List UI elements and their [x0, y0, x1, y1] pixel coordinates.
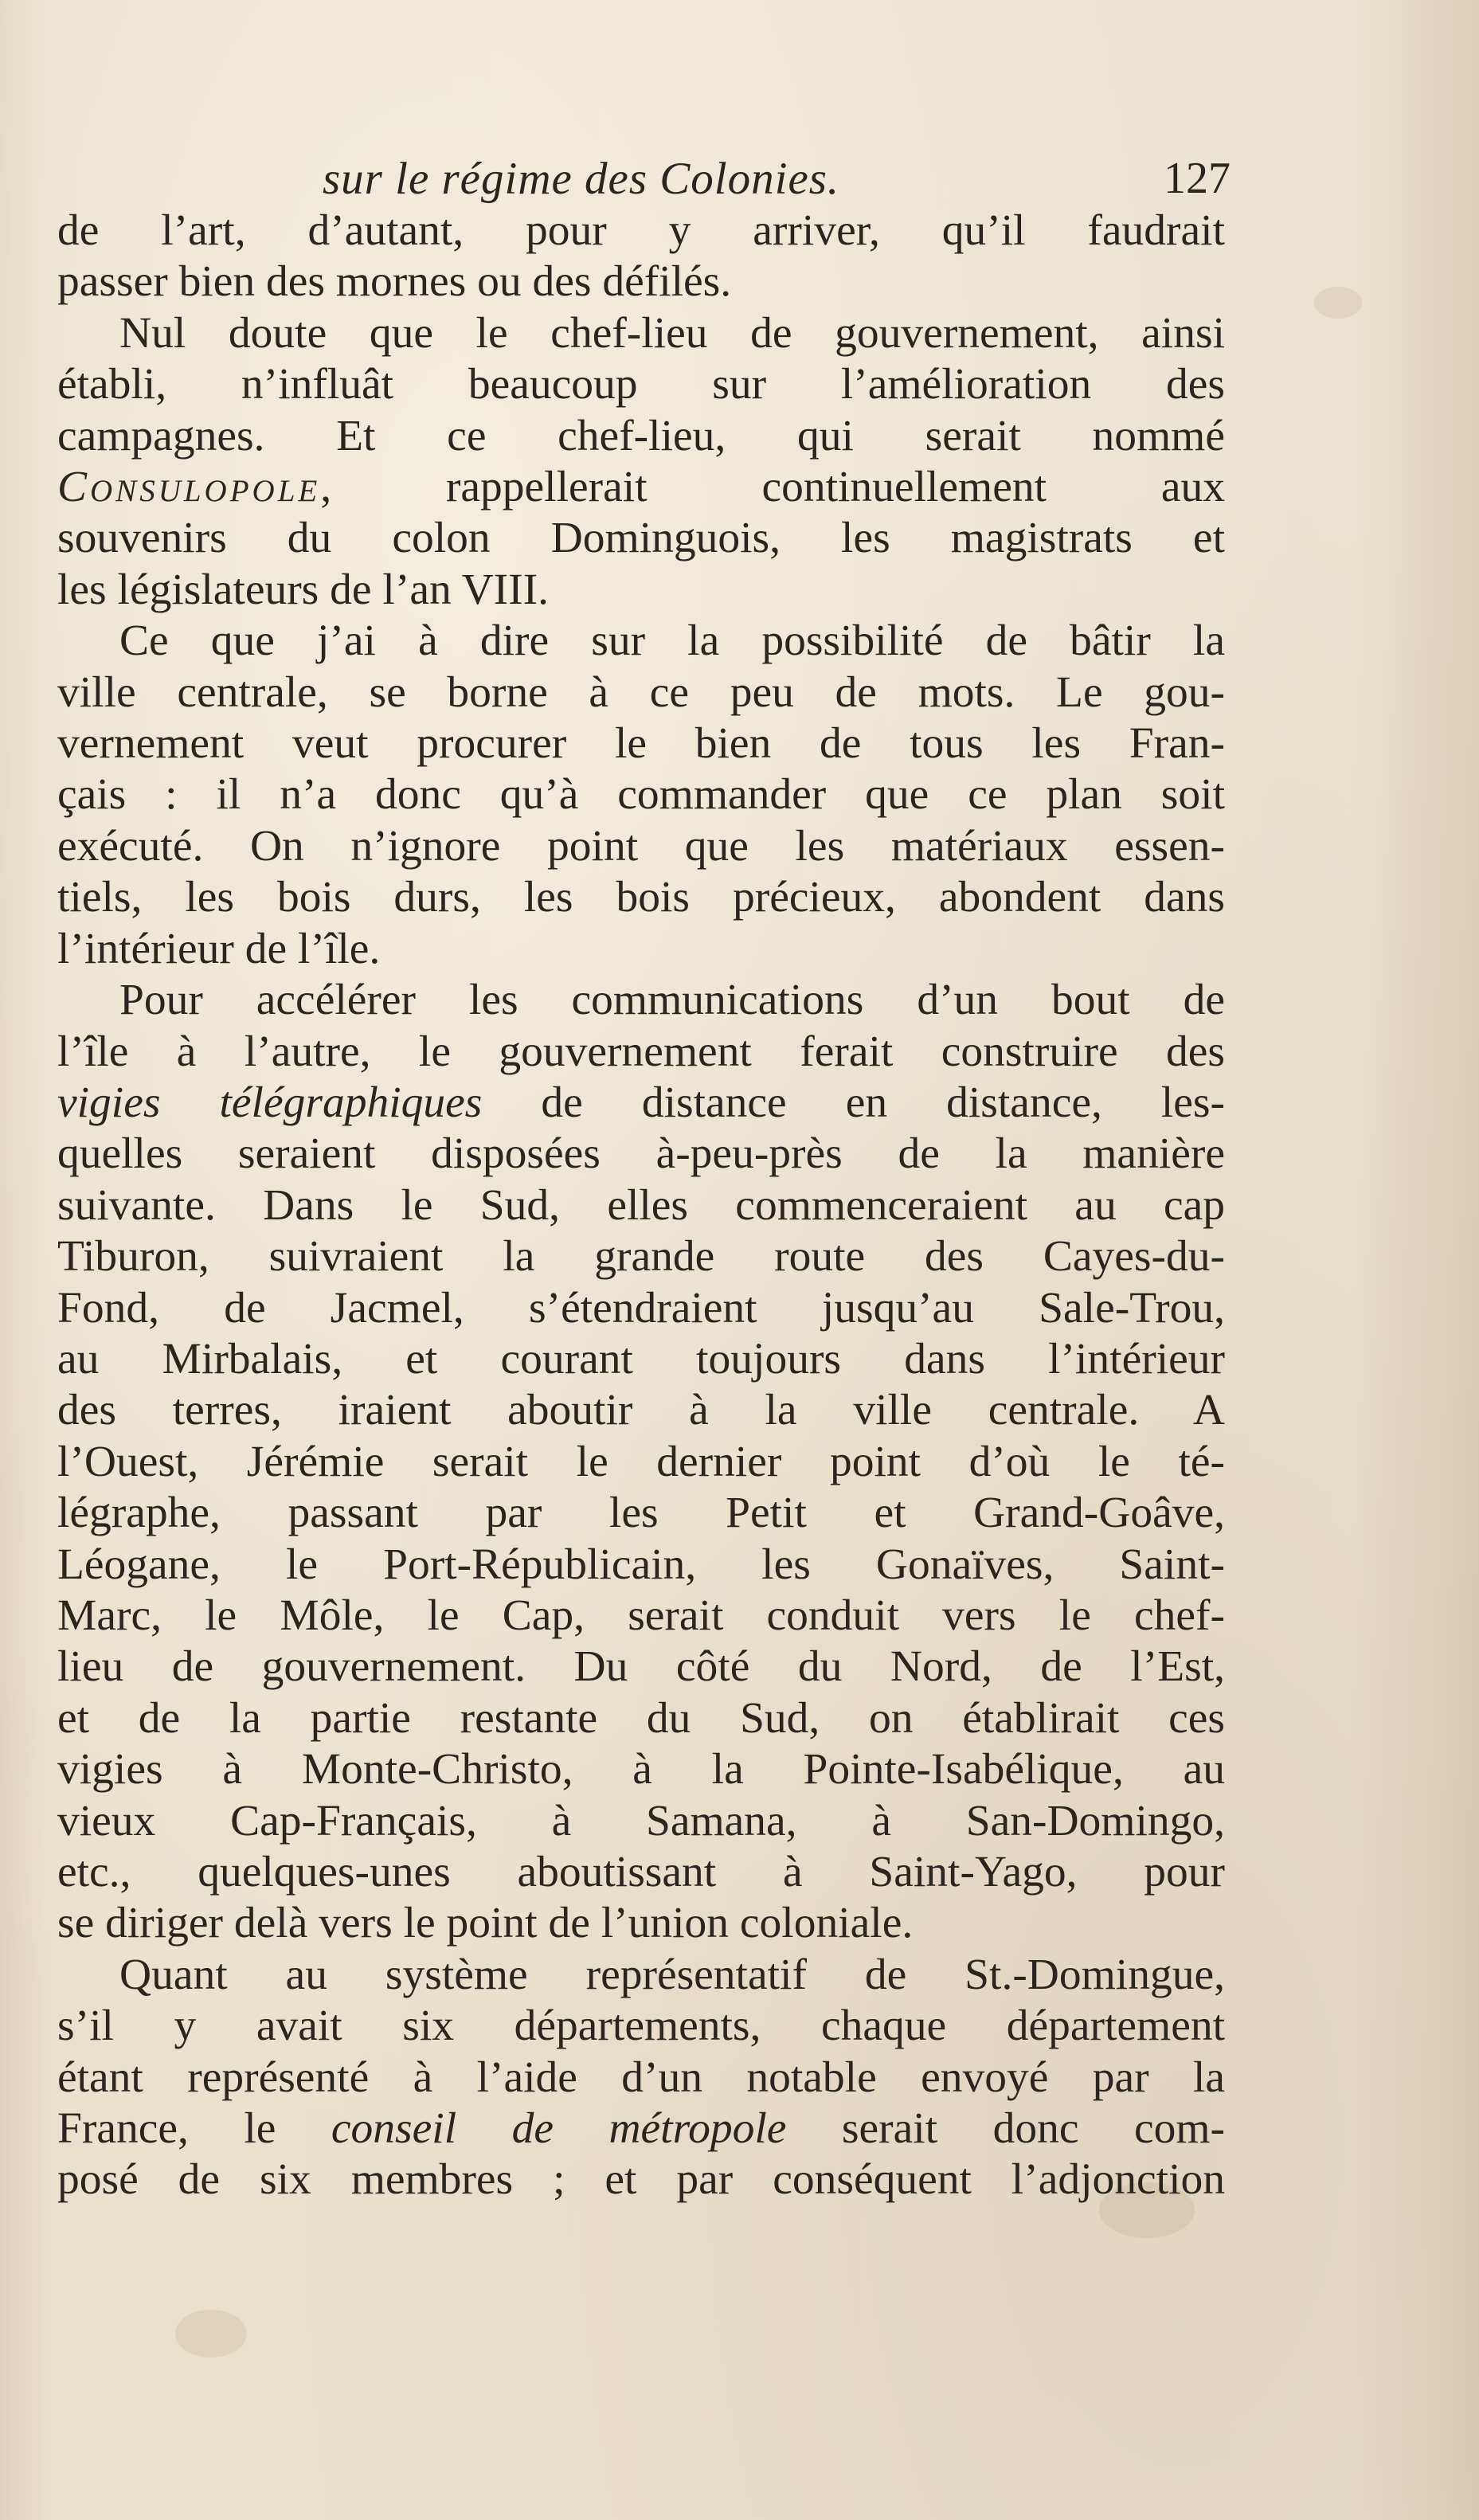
text-line: [57, 2103, 1225, 2154]
text-run: suivante. Dans le Sud, elles commenceraient au cap: [57, 1180, 1225, 1230]
text-run: souvenirs du colon Dominguois, les magistrats et: [57, 514, 1225, 563]
text-line: [57, 1744, 1225, 1795]
text-run: France, le: [57, 2104, 331, 2154]
body-text: [57, 205, 1225, 2206]
text-run: ville centrale, se borne à ce peu de mots. Le gou-: [57, 667, 1225, 717]
text-run: vigies à Monte-Christo, à la Pointe-Isabélique, au: [57, 1745, 1225, 1794]
text-line: [57, 411, 1225, 462]
text-run: étant représenté à l’aide d’un notable envoyé par la: [57, 2052, 1225, 2102]
text-run: tiels, les bois durs, les bois précieux, abondent dans: [57, 873, 1225, 922]
text-run: serait donc com-: [786, 2104, 1225, 2154]
paragraph: [57, 308, 1225, 616]
text-run: exécuté. On n’ignore point que les matériaux essen-: [57, 821, 1225, 871]
text-line: [57, 821, 1225, 872]
text-run: çais : il n’a donc qu’à commander que ce plan soit: [57, 770, 1225, 820]
text-line: [57, 1385, 1225, 1436]
text-run: se diriger delà vers le point de l’union coloniale.: [57, 1899, 914, 1948]
text-line: [57, 1231, 1225, 1282]
paragraph: [57, 205, 1225, 308]
text-line: [57, 1693, 1225, 1744]
text-line: [57, 1488, 1225, 1539]
text-run: Tiburon, suivraient la grande route des Cayes-du-: [57, 1232, 1225, 1282]
text-run: l’Ouest, Jérémie serait le dernier point d’où le té-: [57, 1437, 1225, 1486]
text-run: Fond, de Jacmel, s’étendraient jusqu’au Sale-Trou,: [57, 1283, 1225, 1332]
text-run: des terres, iraient aboutir à la ville centrale. A: [57, 1386, 1225, 1435]
paper-stain: [175, 2310, 247, 2358]
paper-stain: [1314, 287, 1362, 319]
text-run: posé de six membres ; et par conséquent l’adjonction: [57, 2155, 1225, 2205]
text-run: Quant au système représentatif de St.-Domingue,: [119, 1950, 1225, 1999]
text-run: vernement veut procurer le bien de tous les Fran-: [57, 719, 1225, 769]
text-line: [57, 667, 1225, 718]
text-line: [57, 2154, 1225, 2205]
text-line: [57, 1027, 1225, 1078]
text-run: etc., quelques-unes aboutissant à Saint-Yago, pour: [57, 1848, 1225, 1896]
text-line: [57, 1950, 1225, 2001]
text-line: [57, 924, 1225, 975]
text-run: au Mirbalais, et courant toujours dans l’intérieur: [57, 1334, 1225, 1383]
running-title: sur le régime des Colonies.: [323, 154, 840, 204]
text-run: campagnes. Et ce chef-lieu, qui serait nommé: [57, 411, 1225, 460]
text-line: [57, 1591, 1225, 1642]
text-run: et de la partie restante du Sud, on établirait ces: [57, 1693, 1225, 1743]
text-line: [57, 1078, 1225, 1129]
text-line: [57, 2052, 1225, 2103]
text-run: Marc, le Môle, le Cap, serait conduit vers le chef-: [57, 1591, 1225, 1640]
text-run: de l’art, d’autant, pour y arriver, qu’il faudrait: [57, 206, 1225, 255]
text-line: [57, 359, 1225, 410]
text-run: Pour accélérer les communications d’un bout de: [119, 976, 1225, 1025]
text-run: passer bien des mornes ou des défilés.: [57, 257, 732, 307]
paragraph: [57, 1950, 1225, 2206]
text-line: [57, 1180, 1225, 1231]
text-run: établi, n’influât beaucoup sur l’amélioration des: [57, 360, 1225, 409]
text-line: [57, 308, 1225, 359]
text-run: les législateurs de l’an VIII.: [57, 565, 549, 614]
paragraph: [57, 616, 1225, 975]
text-line: [57, 1540, 1225, 1591]
text-run: Léogane, le Port-Républicain, les Gonaïves, Saint-: [57, 1540, 1225, 1589]
small-caps-word: Consulopole: [57, 463, 321, 512]
text-run: s’il y avait six départements, chaque département: [57, 2002, 1225, 2051]
text-run: Nul doute que le chef-lieu de gouvernement, ainsi: [119, 308, 1225, 358]
text-run: Ce que j’ai à dire sur la possibilité de bâtir la: [119, 616, 1225, 666]
text-line: [57, 1642, 1225, 1692]
text-line: [57, 256, 1225, 307]
text-line: [57, 1437, 1225, 1488]
paragraph: [57, 975, 1225, 1950]
italic-phrase: vigies télégraphiques: [57, 1078, 483, 1127]
text-line: [57, 565, 1225, 616]
text-run: légraphe, passant par les Petit et Grand-Goâve,: [57, 1489, 1225, 1538]
text-run: lieu de gouvernement. Du côté du Nord, de l’Est,: [57, 1642, 1225, 1692]
text-line: [57, 1334, 1225, 1385]
text-line: [57, 872, 1225, 923]
text-line: [57, 769, 1225, 820]
text-run: , rappellerait continuellement aux: [320, 463, 1225, 512]
text-line: [57, 1796, 1225, 1847]
page-number: 127: [1164, 154, 1231, 203]
text-line: [57, 975, 1225, 1026]
text-run: quelles seraient disposées à-peu-près de la manière: [57, 1129, 1225, 1179]
text-line: [57, 513, 1225, 564]
running-header: [323, 153, 1231, 209]
italic-phrase: conseil de métropole: [331, 2104, 787, 2154]
text-line: [57, 718, 1225, 769]
text-run: l’intérieur de l’île.: [57, 924, 381, 973]
text-line: [57, 462, 1225, 513]
text-line: [57, 2001, 1225, 2052]
text-line: [57, 1847, 1225, 1898]
text-line: [57, 616, 1225, 667]
text-line: [57, 1129, 1225, 1180]
text-line: [57, 1283, 1225, 1334]
text-line: [57, 205, 1225, 256]
text-run: de distance en distance, les-: [482, 1078, 1226, 1127]
text-line: [57, 1898, 1225, 1949]
text-run: vieux Cap-Français, à Samana, à San-Domingo,: [57, 1796, 1225, 1845]
text-run: l’île à l’autre, le gouvernement ferait construire des: [57, 1027, 1225, 1076]
